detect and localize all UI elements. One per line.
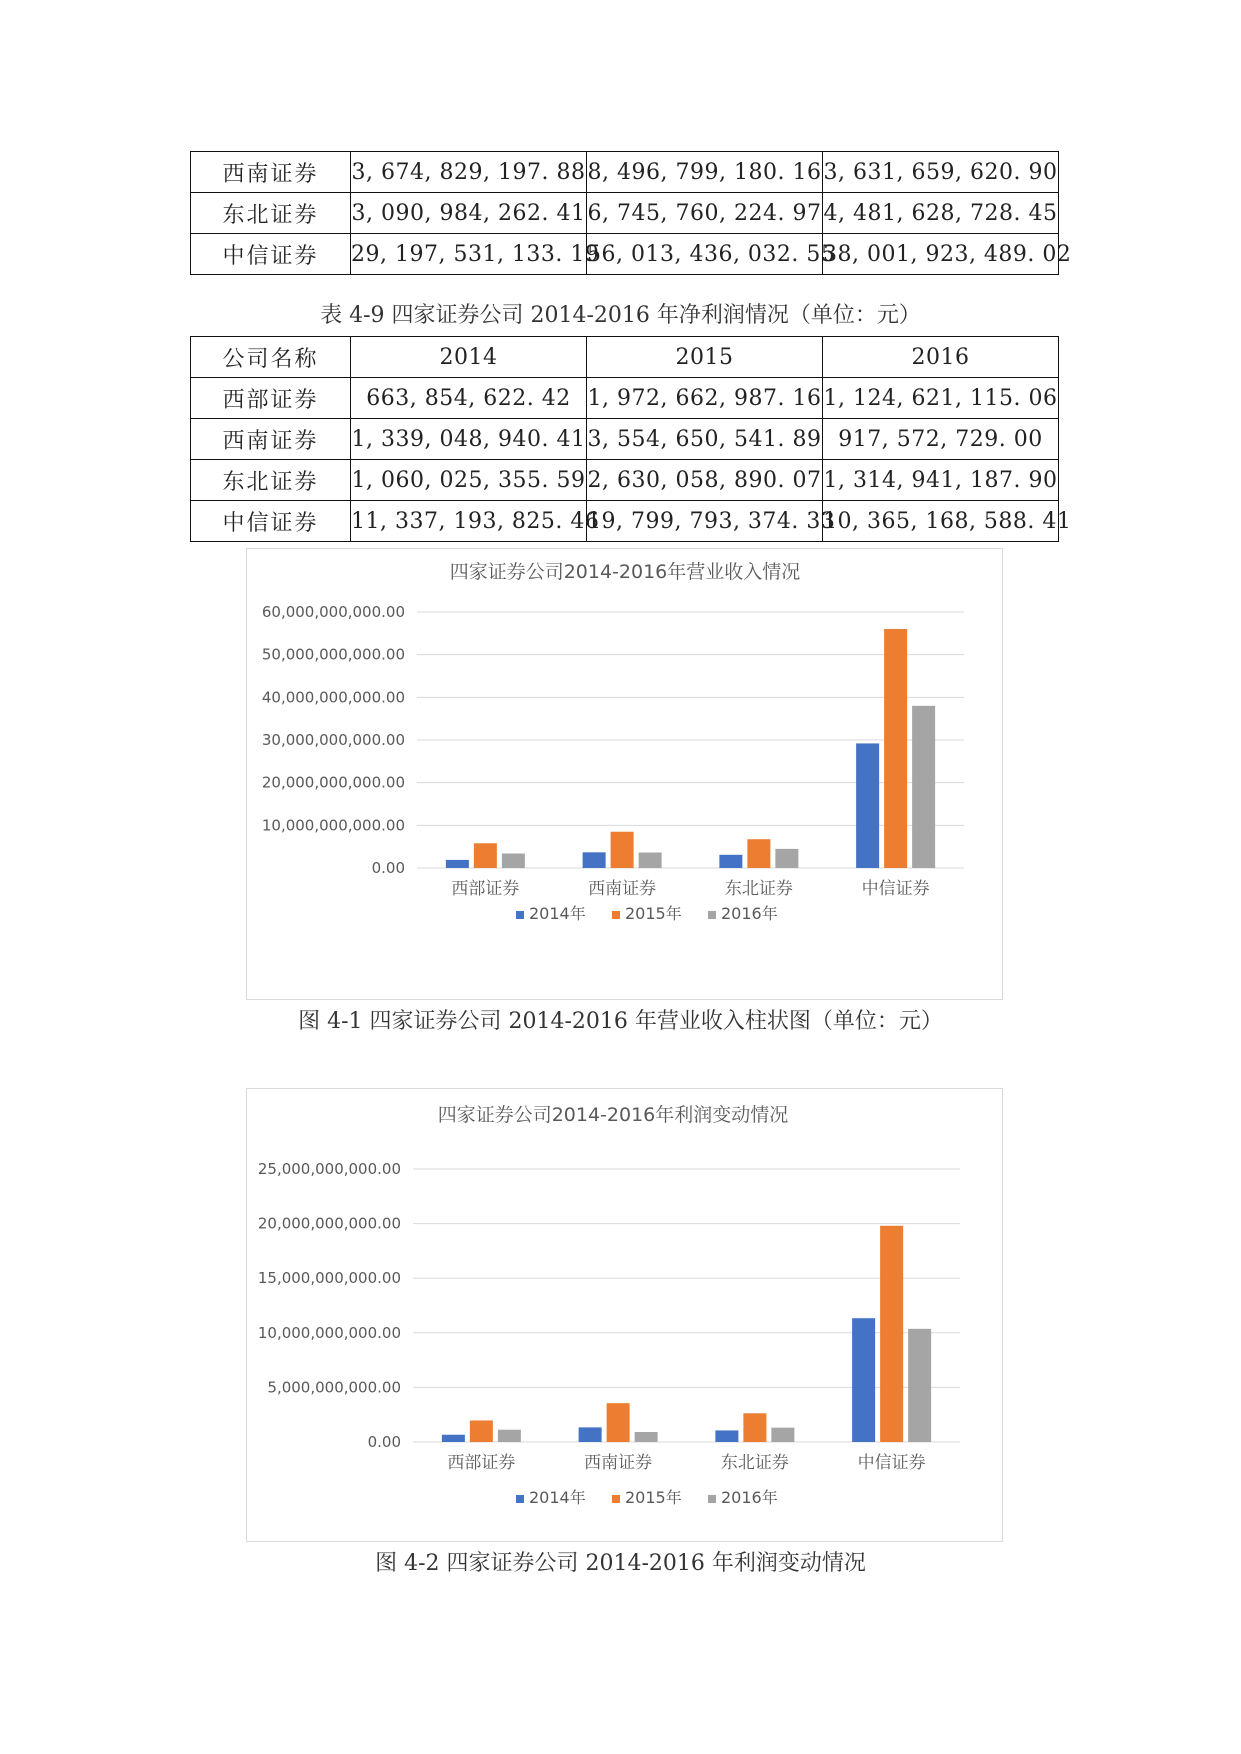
bar — [474, 843, 497, 868]
table-cell: 38, 001, 923, 489. 02 — [823, 234, 1059, 275]
legend-label: 2016年 — [721, 904, 778, 923]
table-row — [191, 460, 1059, 501]
legend-swatch — [708, 1495, 716, 1503]
legend-swatch — [612, 1495, 620, 1503]
table-cell: 东北证券 — [191, 193, 351, 234]
table-cell: 1, 060, 025, 355. 59 — [351, 460, 587, 501]
legend-label: 2014年 — [529, 1488, 586, 1507]
y-tick-label: 5,000,000,000.00 — [267, 1378, 401, 1397]
y-tick-label: 50,000,000,000.00 — [261, 645, 405, 664]
y-tick-label: 60,000,000,000.00 — [261, 603, 405, 621]
y-tick-label: 10,000,000,000.00 — [261, 816, 405, 835]
bar — [579, 1427, 602, 1442]
x-category-label: 中信证券 — [857, 1453, 926, 1473]
x-category-label: 西南证券 — [584, 1453, 653, 1473]
table-cell: 西南证券 — [191, 419, 351, 460]
bar — [607, 1403, 630, 1442]
y-tick-label: 20,000,000,000.00 — [261, 773, 405, 792]
table-cell: 1, 339, 048, 940. 41 — [351, 419, 587, 460]
table-cell: 1, 314, 941, 187. 90 — [823, 460, 1059, 501]
table-cell: 3, 090, 984, 262. 41 — [351, 193, 587, 234]
bar — [639, 853, 662, 868]
bar — [884, 629, 907, 868]
x-category-label: 西部证券 — [451, 879, 520, 899]
legend-label: 2015年 — [625, 1488, 682, 1507]
legend-label: 2015年 — [625, 904, 682, 923]
table-header-cell: 2015 — [587, 337, 823, 378]
bar — [908, 1329, 931, 1442]
table-cell: 19, 799, 793, 374. 33 — [587, 501, 823, 542]
table-cell: 东北证券 — [191, 460, 351, 501]
net-profit-table — [190, 336, 1072, 542]
bar — [852, 1318, 875, 1442]
bar — [502, 853, 525, 868]
bar — [743, 1413, 766, 1442]
x-category-label: 东北证券 — [720, 1453, 789, 1473]
profit-bar-chart — [247, 1089, 1002, 1541]
table-cell: 3, 631, 659, 620. 90 — [823, 152, 1059, 193]
figure-caption: 图 4-2 四家证券公司 2014-2016 年利润变动情况 — [375, 1551, 866, 1576]
legend-swatch — [516, 1495, 524, 1503]
legend-label: 2016年 — [721, 1488, 778, 1507]
legend-label: 2014年 — [529, 904, 586, 923]
revenue-chart-container — [246, 548, 1003, 1000]
table-cell: 3, 674, 829, 197. 88 — [351, 152, 587, 193]
bar — [719, 855, 742, 868]
bar — [775, 849, 798, 868]
bar — [446, 860, 469, 868]
bar — [583, 852, 606, 868]
bar — [611, 832, 634, 868]
table-row — [191, 419, 1059, 460]
table-row — [191, 152, 1059, 193]
table-cell: 3, 554, 650, 541. 89 — [587, 419, 823, 460]
table-cell: 西部证券 — [191, 378, 351, 419]
revenue-table-continuation — [190, 151, 1072, 275]
revenue-bar-chart — [247, 549, 1002, 999]
profit-chart-container — [246, 1088, 1003, 1542]
table-row — [191, 501, 1059, 542]
table-cell: 4, 481, 628, 728. 45 — [823, 193, 1059, 234]
bar — [442, 1435, 465, 1442]
bar — [635, 1432, 658, 1442]
x-category-label: 中信证券 — [861, 879, 930, 899]
legend-swatch — [708, 911, 716, 919]
bar — [912, 706, 935, 868]
table-cell: 西南证券 — [191, 152, 351, 193]
y-tick-label: 40,000,000,000.00 — [261, 688, 405, 707]
table-header-cell: 2016 — [823, 337, 1059, 378]
table-cell: 29, 197, 531, 133. 19 — [351, 234, 587, 275]
table-cell: 中信证券 — [191, 234, 351, 275]
bar — [880, 1226, 903, 1442]
table-cell: 中信证券 — [191, 501, 351, 542]
table-cell: 917, 572, 729. 00 — [823, 419, 1059, 460]
table-cell: 2, 630, 058, 890. 07 — [587, 460, 823, 501]
x-category-label: 西部证券 — [447, 1453, 516, 1473]
table-cell: 8, 496, 799, 180. 16 — [587, 152, 823, 193]
chart-title: 四家证券公司2014-2016年利润变动情况 — [437, 1104, 789, 1126]
table-row — [191, 378, 1059, 419]
table-header-cell: 2014 — [351, 337, 587, 378]
legend-swatch — [516, 911, 524, 919]
bar — [498, 1430, 521, 1442]
x-category-label: 东北证券 — [724, 879, 793, 899]
table-row — [191, 193, 1059, 234]
bar — [715, 1430, 738, 1442]
table-cell: 6, 745, 760, 224. 97 — [587, 193, 823, 234]
figure-caption: 图 4-1 四家证券公司 2014-2016 年营业收入柱状图（单位：元） — [298, 1009, 943, 1034]
table-row — [191, 234, 1059, 275]
x-category-label: 西南证券 — [588, 879, 657, 899]
table-cell: 10, 365, 168, 588. 41 — [823, 501, 1059, 542]
bar — [470, 1420, 493, 1442]
y-tick-label: 10,000,000,000.00 — [257, 1323, 401, 1342]
legend-swatch — [612, 911, 620, 919]
y-tick-label: 25,000,000,000.00 — [257, 1160, 401, 1178]
chart-title: 四家证券公司2014-2016年营业收入情况 — [449, 561, 801, 583]
table-cell: 1, 124, 621, 115. 06 — [823, 378, 1059, 419]
bar — [856, 743, 879, 868]
y-tick-label: 20,000,000,000.00 — [257, 1214, 401, 1233]
table-caption: 表 4-9 四家证券公司 2014-2016 年净利润情况（单位：元） — [320, 303, 921, 328]
y-tick-label: 30,000,000,000.00 — [261, 731, 405, 749]
table-header-cell: 公司名称 — [191, 337, 351, 378]
bar — [747, 839, 770, 868]
y-tick-label: 15,000,000,000.00 — [257, 1269, 401, 1288]
bar — [771, 1428, 794, 1442]
y-tick-label: 0.00 — [367, 1433, 401, 1451]
table-cell: 56, 013, 436, 032. 55 — [587, 234, 823, 275]
table-cell: 1, 972, 662, 987. 16 — [587, 378, 823, 419]
y-tick-label: 0.00 — [371, 859, 405, 877]
table-header-row — [191, 337, 1059, 378]
table-cell: 663, 854, 622. 42 — [351, 378, 587, 419]
table-cell: 11, 337, 193, 825. 46 — [351, 501, 587, 542]
